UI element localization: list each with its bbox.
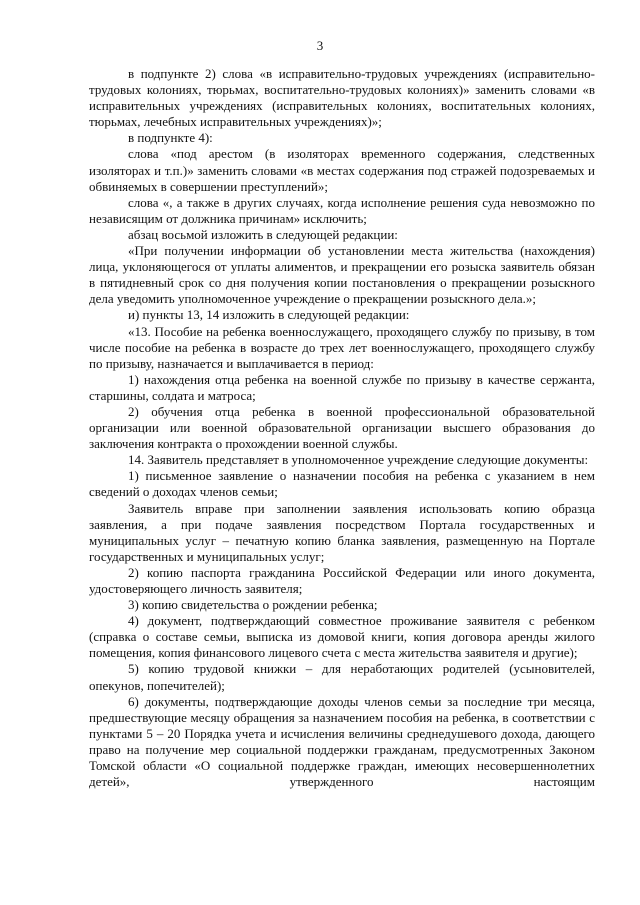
paragraph: 1) письменное заявление о назначении пособия на ребенка с указанием в нем сведений о доходах членов семьи; (89, 468, 595, 500)
paragraph: слова «, а также в других случаях, когда исполнение решения суда невозможно по независящим от должника причинам» исключить; (89, 194, 595, 226)
page-number: 3 (316, 38, 324, 53)
paragraph: в подпункте 2) слова «в исправительно-трудовых учреждениях (исправительно-трудовых колониях, тюрьмах, воспитательно-трудовых колониях)» заменить словами «в исправительных учреждениях (исправительных колониях, воспитательных колониях, тюрьмах, лечебных исправительных учреждениях)»; (89, 66, 595, 130)
paragraph: 5) копию трудовой книжки – для неработающих родителей (усыновителей, опекунов, попечителей); (89, 661, 595, 693)
paragraph: «13. Пособие на ребенка военнослужащего, проходящего службу по призыву, в том числе пособие на ребенка в возрасте до трех лет военнослужащего, проходящего службу по призыву, назначается и выплачивается в период: (89, 323, 595, 371)
paragraph: слова «под арестом (в изоляторах временного содержания, следственных изоляторах и т.п.)» заменить словами «в местах содержания под стражей подозреваемых и обвиняемых в совершении преступлений»; (89, 146, 595, 194)
paragraph: абзац восьмой изложить в следующей редакции: (128, 226, 398, 242)
document-body (89, 66, 595, 790)
paragraph: 4) документ, подтверждающий совместное проживание заявителя с ребенком (справка о составе семьи, выписка из домовой книги, копия договора аренды жилого помещения, копия финансового лицевого счета с места жительства заявителя и другие); (89, 613, 595, 661)
paragraph: «При получении информации об установлении места жительства (нахождения) лица, уклоняющегося от уплаты алиментов, и прекращении его розыска заявитель обязан в пятидневный срок со дня получения копии постановления о прекращении розыскного дела уведомить уполномоченное учреждение о прекращении розыскного дела.»; (89, 243, 595, 307)
paragraph: 3) копию свидетельства о рождении ребенка; (128, 597, 378, 613)
paragraph: Заявитель вправе при заполнении заявления использовать копию образца заявления, а при подаче заявления посредством Портала государственных и муниципальных услуг – печатную копию бланка заявления, размещенную на Портале государственных и муниципальных услуг; (89, 500, 595, 564)
paragraph: 2) копию паспорта гражданина Российской Федерации или иного документа, удостоверяющего личность заявителя; (89, 564, 595, 596)
paragraph: 14. Заявитель представляет в уполномоченное учреждение следующие документы: (128, 452, 589, 468)
paragraph: и) пункты 13, 14 изложить в следующей редакции: (128, 307, 410, 323)
paragraph: в подпункте 4): (128, 130, 213, 146)
paragraph: 6) документы, подтверждающие доходы членов семьи за последние три месяца, предшествующие месяцу обращения за назначением пособия на ребенка, в соответствии с пунктами 5 – 20 Порядка учета и исчисления величины среднедушевого дохода, дающего право на получение мер социальной поддержки гражданам, предусмотренных Законом Томской области «О социальной поддержке граждан, имеющих несовершеннолетних детей», утвержденного настоящим (89, 693, 595, 790)
paragraph: 1) нахождения отца ребенка на военной службе по призыву в качестве сержанта, старшины, солдата и матроса; (89, 371, 595, 403)
paragraph: 2) обучения отца ребенка в военной профессиональной образовательной организации или военной образовательной организации высшего образования до заключения контракта о прохождении военной службы. (89, 403, 595, 452)
